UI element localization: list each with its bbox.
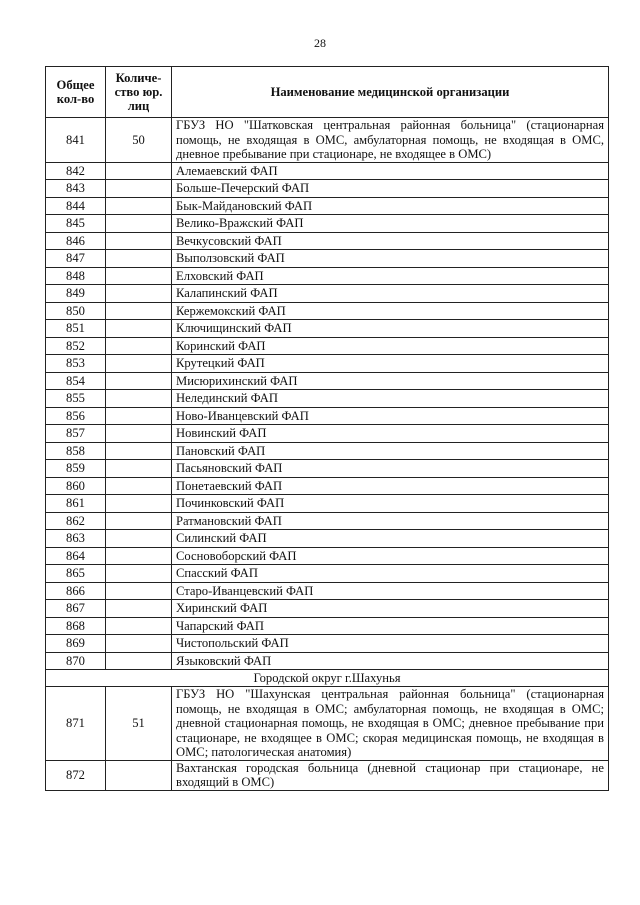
total-count-cell: 842 [46,162,106,180]
total-count-cell: 849 [46,285,106,303]
total-count-cell: 857 [46,425,106,443]
table-row [46,460,609,478]
medical-organizations-table [45,66,609,791]
header-total-count-line1: Общее [56,78,95,92]
total-count-cell: 859 [46,460,106,478]
total-count-cell: 860 [46,477,106,495]
total-count-cell: 868 [46,617,106,635]
organization-name-cell: Мисюрихинский ФАП [172,372,609,390]
table-row [46,320,609,338]
table-row [46,232,609,250]
table-row [46,197,609,215]
total-count-cell: 848 [46,267,106,285]
legal-entities-count-cell [106,600,172,618]
total-count-cell: 854 [46,372,106,390]
organization-name-cell: Вечкусовский ФАП [172,232,609,250]
organization-name-cell: ГБУЗ НО "Шатковская центральная районная больница" (стационарная помощь, не входящая в ОМС, амбулаторная помощь, не входящая в ОМС, дневное пребывание при стационаре, не входящее в ОМС) [172,118,609,163]
organization-name-cell: Ратмановский ФАП [172,512,609,530]
table-row [46,337,609,355]
legal-entities-count-cell [106,442,172,460]
legal-entities-count-cell [106,425,172,443]
total-count-cell: 864 [46,547,106,565]
organization-name-cell: Новинский ФАП [172,425,609,443]
total-count-cell: 856 [46,407,106,425]
organization-name-cell: Калапинский ФАП [172,285,609,303]
header-legal-entities-count [106,67,172,118]
header-legal-entities-line3: лиц [127,99,150,113]
organization-name-cell: Бык-Майдановский ФАП [172,197,609,215]
table-row [46,512,609,530]
header-legal-entities-line2: ство юр. [114,85,163,99]
legal-entities-count-cell [106,320,172,338]
table-row [46,547,609,565]
total-count-cell: 851 [46,320,106,338]
organization-name-cell: Пановский ФАП [172,442,609,460]
total-count-cell: 847 [46,250,106,268]
organization-name-cell: Спасский ФАП [172,565,609,583]
organization-name-cell: Чистопольский ФАП [172,635,609,653]
table-row [46,565,609,583]
organization-name-cell: Нелединский ФАП [172,390,609,408]
table-row [46,250,609,268]
organization-name-cell: Вахтанская городская больница (дневной стационар при стационаре, не входящий в ОМС) [172,760,609,790]
total-count-cell: 843 [46,180,106,198]
organization-name-cell: Ключищинский ФАП [172,320,609,338]
table-row [46,652,609,670]
legal-entities-count-cell: 51 [106,687,172,761]
table-row [46,495,609,513]
legal-entities-count-cell [106,162,172,180]
table-header-row [46,67,609,118]
total-count-cell: 862 [46,512,106,530]
organization-name-cell: Починковский ФАП [172,495,609,513]
legal-entities-count-cell [106,180,172,198]
legal-entities-count-cell [106,372,172,390]
legal-entities-count-cell [106,232,172,250]
legal-entities-count-cell [106,302,172,320]
table-row-organization-841 [46,118,609,163]
header-total-count-line2: кол-во [56,92,95,106]
table-row [46,355,609,373]
legal-entities-count-cell [106,635,172,653]
total-count-cell: 845 [46,215,106,233]
organization-name-cell: Велико-Вражский ФАП [172,215,609,233]
table-row-organization-872 [46,760,609,790]
total-count-cell: 855 [46,390,106,408]
table-row [46,285,609,303]
legal-entities-count-cell: 50 [106,118,172,163]
table-row [46,162,609,180]
legal-entities-count-cell [106,652,172,670]
table-row [46,442,609,460]
total-count-cell: 852 [46,337,106,355]
organization-name-cell: Выползовский ФАП [172,250,609,268]
table-row [46,635,609,653]
total-count-cell: 844 [46,197,106,215]
legal-entities-count-cell [106,495,172,513]
total-count-cell: 867 [46,600,106,618]
table-row-organization-871 [46,687,609,761]
organization-name-cell: Силинский ФАП [172,530,609,548]
total-count-cell: 871 [46,687,106,761]
table-row [46,425,609,443]
total-count-cell: 858 [46,442,106,460]
total-count-cell: 865 [46,565,106,583]
organization-name-cell: Хиринский ФАП [172,600,609,618]
table-row [46,302,609,320]
organization-name-cell: Больше-Печерский ФАП [172,180,609,198]
legal-entities-count-cell [106,355,172,373]
organization-name-cell: Ново-Иванцевский ФАП [172,407,609,425]
legal-entities-count-cell [106,512,172,530]
legal-entities-count-cell [106,407,172,425]
table-row [46,215,609,233]
organization-name-cell: Елховский ФАП [172,267,609,285]
legal-entities-count-cell [106,477,172,495]
legal-entities-count-cell [106,215,172,233]
total-count-cell: 861 [46,495,106,513]
legal-entities-count-cell [106,250,172,268]
organization-name-cell: Понетаевский ФАП [172,477,609,495]
legal-entities-count-cell [106,337,172,355]
organization-name-cell: Языковский ФАП [172,652,609,670]
table-row [46,582,609,600]
total-count-cell: 869 [46,635,106,653]
table-row [46,390,609,408]
table-row [46,407,609,425]
page-number: 28 [314,36,326,50]
total-count-cell: 866 [46,582,106,600]
header-legal-entities-line1: Количе- [115,71,162,85]
total-count-cell: 853 [46,355,106,373]
total-count-cell: 850 [46,302,106,320]
header-organization-name: Наименование медицинской организации [172,67,609,118]
total-count-cell: 846 [46,232,106,250]
table-row [46,617,609,635]
table-row [46,372,609,390]
organization-name-cell: Коринский ФАП [172,337,609,355]
organization-name-cell: Кержемокский ФАП [172,302,609,320]
section-header-row [46,670,609,687]
legal-entities-count-cell [106,267,172,285]
organization-name-cell: Старо-Иванцевский ФАП [172,582,609,600]
total-count-cell: 863 [46,530,106,548]
legal-entities-count-cell [106,197,172,215]
organization-name-cell: ГБУЗ НО "Шахунская центральная районная больница" (стационарная помощь, не входящая в ОМС; амбулаторная помощь, не входящая в ОМС; дневной стационарная помощь, не входящая в ОМС; дневное пребывание при стационаре, не входящее в ОМС; скорая медицинская помощь, не входящая в ОМС; патологическая анатомия) [172,687,609,761]
legal-entities-count-cell [106,530,172,548]
table-row [46,600,609,618]
organization-name-cell: Сосновоборский ФАП [172,547,609,565]
organization-name-cell: Чапарский ФАП [172,617,609,635]
legal-entities-count-cell [106,547,172,565]
legal-entities-count-cell [106,617,172,635]
section-title: Городской округ г.Шахунья [46,670,609,687]
table-row [46,530,609,548]
legal-entities-count-cell [106,460,172,478]
organization-name-cell: Крутецкий ФАП [172,355,609,373]
legal-entities-count-cell [106,285,172,303]
total-count-cell: 841 [46,118,106,163]
organization-name-cell: Пасьяновский ФАП [172,460,609,478]
legal-entities-count-cell [106,760,172,790]
header-total-count [46,67,106,118]
total-count-cell: 870 [46,652,106,670]
legal-entities-count-cell [106,565,172,583]
total-count-cell: 872 [46,760,106,790]
organization-name-cell: Алемаевский ФАП [172,162,609,180]
table-row [46,477,609,495]
legal-entities-count-cell [106,582,172,600]
table-row [46,180,609,198]
table-row [46,267,609,285]
legal-entities-count-cell [106,390,172,408]
